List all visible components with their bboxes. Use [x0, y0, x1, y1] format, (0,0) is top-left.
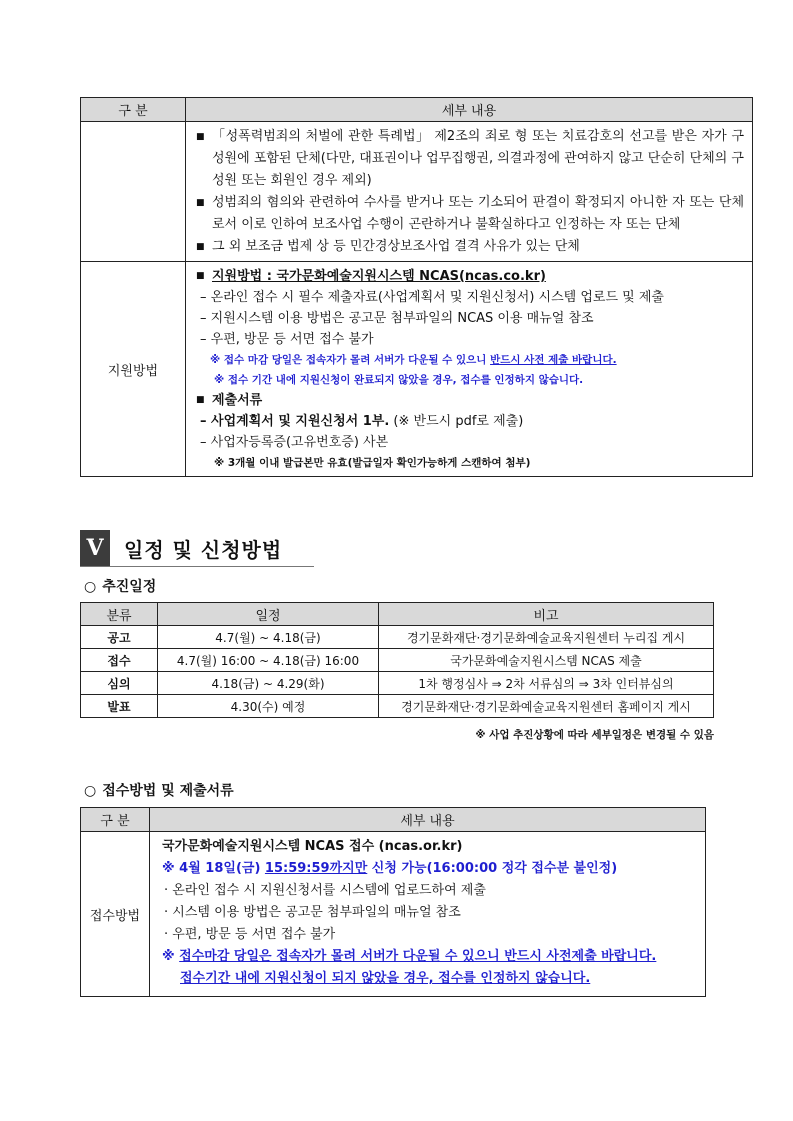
- method-heading: ■ 지원방법 : 국가문화예술지원시스템 NCAS(ncas.co.kr): [196, 266, 744, 287]
- method-item: – 우편, 방문 등 서면 접수 불가: [200, 332, 374, 347]
- category-cell-empty: [81, 122, 186, 262]
- cell: 국가문화예술지원시스템 NCAS 제출: [379, 649, 714, 672]
- docs-item: – 사업계획서 및 지원신청서 1부. (※ 반드시 pdf로 제출): [200, 414, 524, 429]
- submission-table: [80, 807, 706, 997]
- circle-icon: ○: [84, 783, 97, 799]
- list-item: · 온라인 접수 시 지원신청서를 시스템에 업로드하여 제출: [164, 883, 486, 898]
- bullet-item: ■ 성범죄의 혐의와 관련하여 수사를 받거나 또는 기소되어 판결이 확정되지 아니한 자 또는 단체로서 이로 인하여 보조사업 수행이 곤란하거나 불확실하다고 인정하는 자 또는 단체: [196, 192, 744, 236]
- section-title: 일정 및 신청방법: [124, 538, 283, 562]
- method-item: – 지원시스템 이용 방법은 공고문 첨부파일의 NCAS 이용 매뉴얼 참조: [200, 311, 594, 326]
- section-numeral: V: [80, 530, 110, 566]
- col-header: 비고: [379, 603, 714, 626]
- deadline-line: ※ 4월 18일(금) 15:59:59까지만 신청 가능(16:00:00 정각 접수분 불인정): [162, 861, 618, 876]
- table-row: [81, 649, 714, 672]
- method-details: [186, 262, 753, 477]
- bullet-item: ■ 그 외 보조금 법제 상 등 민간경상보조사업 결격 사유가 있는 단체: [196, 236, 744, 258]
- cell: 발표: [81, 695, 158, 718]
- cell: 심의: [81, 672, 158, 695]
- docs-heading: ■ 제출서류: [196, 390, 744, 411]
- list-item: · 시스템 이용 방법은 공고문 첨부파일의 매뉴얼 참조: [164, 905, 461, 920]
- header-details: 세부 내용: [150, 808, 706, 832]
- table-row: [81, 626, 714, 649]
- schedule-note: ※ 사업 추진상황에 따라 세부일정은 변경될 수 있음: [475, 729, 714, 741]
- cell: 4.18(금) ~ 4.29(화): [158, 672, 379, 695]
- warning-line: ※ 접수마감 당일은 접속자가 몰려 서버가 다운될 수 있으니 반드시 사전제출 바랍니다.: [162, 949, 657, 964]
- cell: 4.7(월) 16:00 ~ 4.18(금) 16:00: [158, 649, 379, 672]
- deadline-note: ※ 접수 마감 당일은 접속자가 몰려 서버가 다운될 수 있으니 반드시 사전 제출 바랍니다.: [210, 354, 617, 366]
- cell: 경기문화재단·경기문화예술교육지원센터 누리집 게시: [379, 626, 714, 649]
- restriction-details: [186, 122, 753, 262]
- schedule-heading: ○ 추진일정: [84, 579, 157, 595]
- submission-heading: ○ 접수방법 및 제출서류: [84, 783, 234, 799]
- cell: 4.7(월) ~ 4.18(금): [158, 626, 379, 649]
- col-header: 분류: [81, 603, 158, 626]
- header-category: 구 분: [81, 98, 186, 122]
- cell: 4.30(수) 예정: [158, 695, 379, 718]
- cell: 1차 행정심사 ⇒ 2차 서류심의 ⇒ 3차 인터뷰심의: [379, 672, 714, 695]
- list-item: · 우편, 방문 등 서면 접수 불가: [164, 927, 336, 942]
- col-header: 일정: [158, 603, 379, 626]
- header-category: 구 분: [81, 808, 150, 832]
- method-item: – 온라인 접수 시 필수 제출자료(사업계획서 및 지원신청서) 시스템 업로드 및 제출: [200, 290, 664, 305]
- completion-note: ※ 접수 기간 내에 지원신청이 완료되지 않았을 경우, 접수를 인정하지 않습니다.: [214, 374, 584, 386]
- row-label-method: 지원방법: [81, 262, 186, 477]
- receipt-details: [150, 832, 706, 997]
- docs-note: ※ 3개월 이내 발급본만 유효(발급일자 확인가능하게 스캔하여 첨부): [214, 457, 531, 469]
- schedule-table: [80, 602, 714, 718]
- table-row: [81, 672, 714, 695]
- bullet-item: ■ 「성폭력범죄의 처벌에 관한 특례법」 제2조의 죄로 형 또는 치료감호의 선고를 받은 자가 구성원에 포함된 단체(다만, 대표권이나 업무집행권, 의결과정에 관여하지 않고 단순히 단체의 구성원 또는 회원인 경우 제외): [196, 126, 744, 192]
- receipt-heading: 국가문화예술지원시스템 NCAS 접수 (ncas.or.kr): [162, 839, 463, 854]
- header-details: 세부 내용: [186, 98, 753, 122]
- cell: 경기문화재단·경기문화예술교육지원센터 홈페이지 게시: [379, 695, 714, 718]
- warning-line: 접수기간 내에 지원신청이 되지 않았을 경우, 접수를 인정하지 않습니다.: [180, 971, 591, 986]
- circle-icon: ○: [84, 579, 97, 595]
- cell: 접수: [81, 649, 158, 672]
- section-header: [80, 530, 314, 567]
- row-label-receipt: 접수방법: [81, 832, 150, 997]
- eligibility-table: [80, 97, 753, 477]
- table-row: [81, 695, 714, 718]
- docs-item: – 사업자등록증(고유번호증) 사본: [200, 435, 389, 450]
- cell: 공고: [81, 626, 158, 649]
